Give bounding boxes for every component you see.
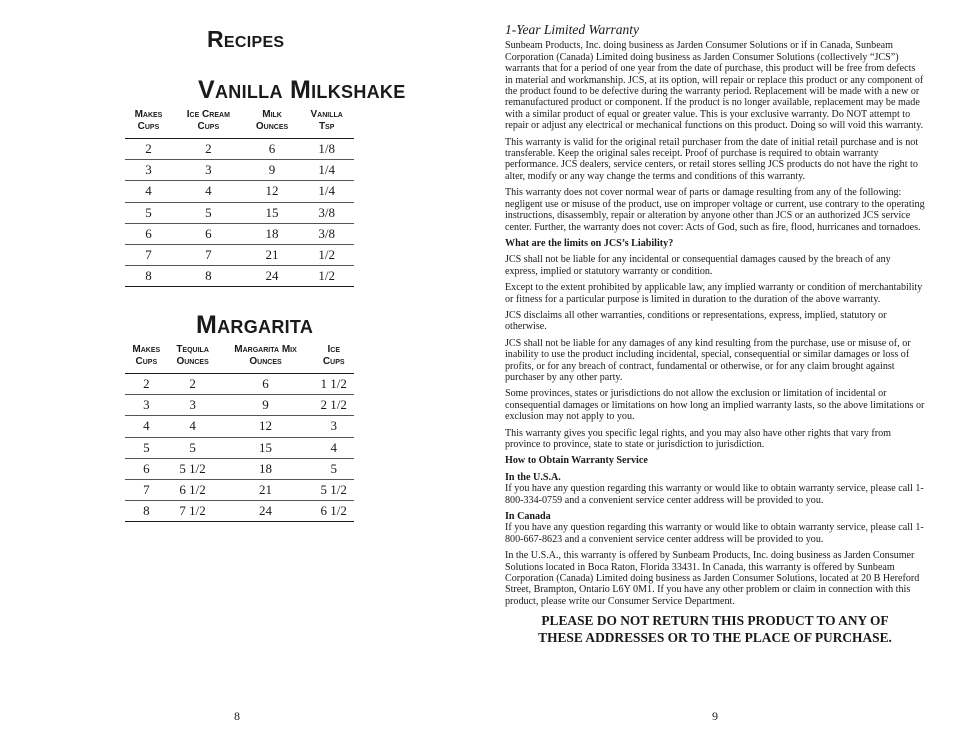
offer-text: In the U.S.A., this warranty is offered by Sunbeam Products, Inc. doing business as Jarden Consumer Solutions located in Boca Raton, Florida 33431. In Canada, this warranty is offered by Sunbeam Corporation (Canada) Limited doing business as Jarden Consumer Solutions, located at 20 B Hereford Street, Brampton, Ontario L6Y 0M1. If you have any other problem or claim in connection with this product, please write our Consumer Service Department. bbox=[505, 550, 920, 607]
page-number-right: 9 bbox=[712, 709, 718, 723]
table-cell: 6 bbox=[125, 223, 172, 244]
column-header: Vanilla Tsp bbox=[299, 109, 354, 139]
table-cell: 6 bbox=[245, 139, 300, 160]
table-cell: 2 1/2 bbox=[313, 395, 354, 416]
table-cell: 18 bbox=[245, 223, 300, 244]
table-row bbox=[125, 374, 354, 395]
table-row bbox=[125, 266, 354, 287]
liability-paragraph: This warranty gives you specific legal rights, and you may also have other rights that vary from province to province, state to state or jurisdiction to jurisdiction. bbox=[505, 427, 891, 450]
table-cell: 3/8 bbox=[299, 223, 354, 244]
table-cell: 6 bbox=[218, 374, 314, 395]
margarita-title: Margarita bbox=[196, 311, 314, 339]
table-row bbox=[125, 223, 354, 244]
table-row bbox=[125, 437, 354, 458]
table-cell: 2 bbox=[172, 139, 245, 160]
table-cell: 1/2 bbox=[299, 244, 354, 265]
warranty-paragraph: Sunbeam Products, Inc. doing business as Jarden Consumer Solutions or if in Canada, Sunbeam Corporation (Canada) Limited doing business as Jarden Consumer Solutions (collectively “JCS”) warrants that for a period of one year from the date of purchase, this product will be free from defects in material and workmanship. JCS, at its option, will repair or replace this product or any component of the product found to be defective during the warranty period. Replacement will be made with a new or remanufactured product or component. If the product is no longer available, replacement may be made with a similar product of equal or greater value. This is your exclusive warranty. Do NOT attempt to repair or adjust any electrical or mechanical functions on this product. Doing so will void this warranty. bbox=[505, 40, 924, 132]
table-row bbox=[125, 479, 354, 500]
liability-paragraph: Some provinces, states or jurisdictions do not allow the exclusion or limitation of incidental or consequential damages or limitations on how long an implied warranty lasts, so the above limitations or exclusion may not apply to you. bbox=[505, 388, 925, 423]
table-cell: 7 1/2 bbox=[168, 501, 218, 522]
table-cell: 5 bbox=[172, 202, 245, 223]
liability-paragraph: JCS disclaims all other warranties, conditions or representations, express, implied, statutory or otherwise. bbox=[505, 309, 887, 333]
table-cell: 1/8 bbox=[299, 139, 354, 160]
table-cell: 1 1/2 bbox=[313, 374, 354, 395]
table-cell: 9 bbox=[218, 395, 314, 416]
column-header: Margarita Mix Ounces bbox=[218, 344, 314, 374]
table-cell: 5 bbox=[125, 202, 172, 223]
table-cell: 1/4 bbox=[299, 181, 354, 202]
table-row bbox=[125, 244, 354, 265]
table-cell: 5 1/2 bbox=[313, 479, 354, 500]
table-cell: 3 bbox=[313, 416, 354, 437]
table-cell: 1/2 bbox=[299, 266, 354, 287]
vanilla-milkshake-title: Vanilla Milkshake bbox=[198, 76, 406, 104]
table-cell: 15 bbox=[218, 437, 314, 458]
table-cell: 21 bbox=[245, 244, 300, 265]
table-cell: 4 bbox=[172, 181, 245, 202]
table-cell: 15 bbox=[245, 202, 300, 223]
liability-heading: What are the limits on JCS’s Liability? bbox=[505, 237, 674, 249]
table-row bbox=[125, 181, 354, 202]
right-page bbox=[477, 0, 954, 750]
table-cell: 4 bbox=[168, 416, 218, 437]
table-header-row bbox=[125, 344, 354, 374]
liability-paragraph: JCS shall not be liable for any damages of any kind resulting from the purchase, use or misuse of, or inability to use the product including incidental, special, consequential or similar damages or loss of profits, or for any breach of contract, fundamental or otherwise, or for any claim brought against purchaser by any other party. bbox=[505, 337, 911, 383]
table-cell: 24 bbox=[245, 266, 300, 287]
table-cell: 2 bbox=[168, 374, 218, 395]
service-heading: How to Obtain Warranty Service bbox=[505, 455, 648, 467]
vanilla-milkshake-table bbox=[125, 109, 354, 287]
table-cell: 8 bbox=[172, 266, 245, 287]
table-cell: 12 bbox=[218, 416, 314, 437]
table-cell: 3 bbox=[168, 395, 218, 416]
table-cell: 2 bbox=[125, 139, 172, 160]
canada-heading: In Canada bbox=[505, 511, 551, 523]
table-cell: 3 bbox=[125, 160, 172, 181]
usa-heading: In the U.S.A. bbox=[505, 471, 561, 483]
table-row bbox=[125, 501, 354, 522]
table-cell: 6 1/2 bbox=[168, 479, 218, 500]
liability-paragraph: JCS shall not be liable for any incidental or consequential damages caused by the breach of any express, implied or statutory warranty or condition. bbox=[505, 254, 891, 277]
table-cell: 8 bbox=[125, 501, 168, 522]
table-cell: 5 bbox=[313, 458, 354, 479]
table-header-row bbox=[125, 109, 354, 139]
warranty-paragraph: This warranty does not cover normal wear of parts or damage resulting from any of the following: negligent use or misuse of the product, use on improper voltage or current, use contrary to the operating instructions, disassembly, repair or alteration by anyone other than JCS or an authorized JCS service center. Further, the warranty does not cover: Acts of God, such as fire, flood, hurricanes and tornadoes. bbox=[505, 187, 925, 233]
canada-text: If you have any question regarding this warranty or would like to obtain warranty service, please call 1-800-667-8623 and a convenient service center address will be provided to you. bbox=[505, 522, 924, 545]
return-notice: PLEASE DO NOT RETURN THIS PRODUCT TO ANY OF THESE ADDRESSES OR TO THE PLACE OF PURCHASE. bbox=[538, 613, 892, 646]
table-cell: 4 bbox=[313, 437, 354, 458]
table-cell: 7 bbox=[125, 479, 168, 500]
margarita-table bbox=[125, 344, 354, 522]
table-cell: 3/8 bbox=[299, 202, 354, 223]
table-cell: 7 bbox=[125, 244, 172, 265]
table-row bbox=[125, 395, 354, 416]
table-cell: 18 bbox=[218, 458, 314, 479]
table-row bbox=[125, 202, 354, 223]
table-cell: 5 bbox=[168, 437, 218, 458]
table-cell: 3 bbox=[172, 160, 245, 181]
table-row bbox=[125, 458, 354, 479]
table-cell: 6 bbox=[125, 458, 168, 479]
warranty-title: 1-Year Limited Warranty bbox=[505, 22, 640, 37]
table-cell: 3 bbox=[125, 395, 168, 416]
table-cell: 4 bbox=[125, 416, 168, 437]
column-header: Ice Cups bbox=[313, 344, 354, 374]
table-cell: 7 bbox=[172, 244, 245, 265]
column-header: Makes Cups bbox=[125, 109, 172, 139]
table-cell: 8 bbox=[125, 266, 172, 287]
column-header: Makes Cups bbox=[125, 344, 168, 374]
table-cell: 1/4 bbox=[299, 160, 354, 181]
warranty-paragraph: This warranty is valid for the original retail purchaser from the date of initial retail purchase and is not transferable. Keep the original sales receipt. Proof of purchase is required to obtain warranty performance. JCS dealers, service centers, or retail stores selling JCS products do not have the right to alter, modify or any way change the terms and conditions of this warranty. bbox=[505, 136, 919, 182]
page-number-left: 8 bbox=[234, 709, 240, 723]
table-cell: 21 bbox=[218, 479, 314, 500]
table-cell: 6 1/2 bbox=[313, 501, 354, 522]
table-cell: 5 1/2 bbox=[168, 458, 218, 479]
liability-paragraph: Except to the extent prohibited by applicable law, any implied warranty or condition of merchantability or fitness for a particular purpose is limited in duration to the duration of the above warranty. bbox=[505, 282, 923, 305]
table-cell: 9 bbox=[245, 160, 300, 181]
table-cell: 4 bbox=[125, 181, 172, 202]
column-header: Tequila Ounces bbox=[168, 344, 218, 374]
table-cell: 2 bbox=[125, 374, 168, 395]
recipes-heading: Recipes bbox=[207, 26, 285, 52]
warranty-section bbox=[505, 24, 925, 651]
column-header: Milk Ounces bbox=[245, 109, 300, 139]
table-cell: 6 bbox=[172, 223, 245, 244]
usa-text: If you have any question regarding this warranty or would like to obtain warranty service, please call 1-800-334-0759 and a convenient service center address will be provided to you. bbox=[505, 483, 924, 506]
table-cell: 24 bbox=[218, 501, 314, 522]
table-cell: 12 bbox=[245, 181, 300, 202]
table-row bbox=[125, 416, 354, 437]
column-header: Ice Cream Cups bbox=[172, 109, 245, 139]
table-row bbox=[125, 139, 354, 160]
table-cell: 5 bbox=[125, 437, 168, 458]
table-row bbox=[125, 160, 354, 181]
